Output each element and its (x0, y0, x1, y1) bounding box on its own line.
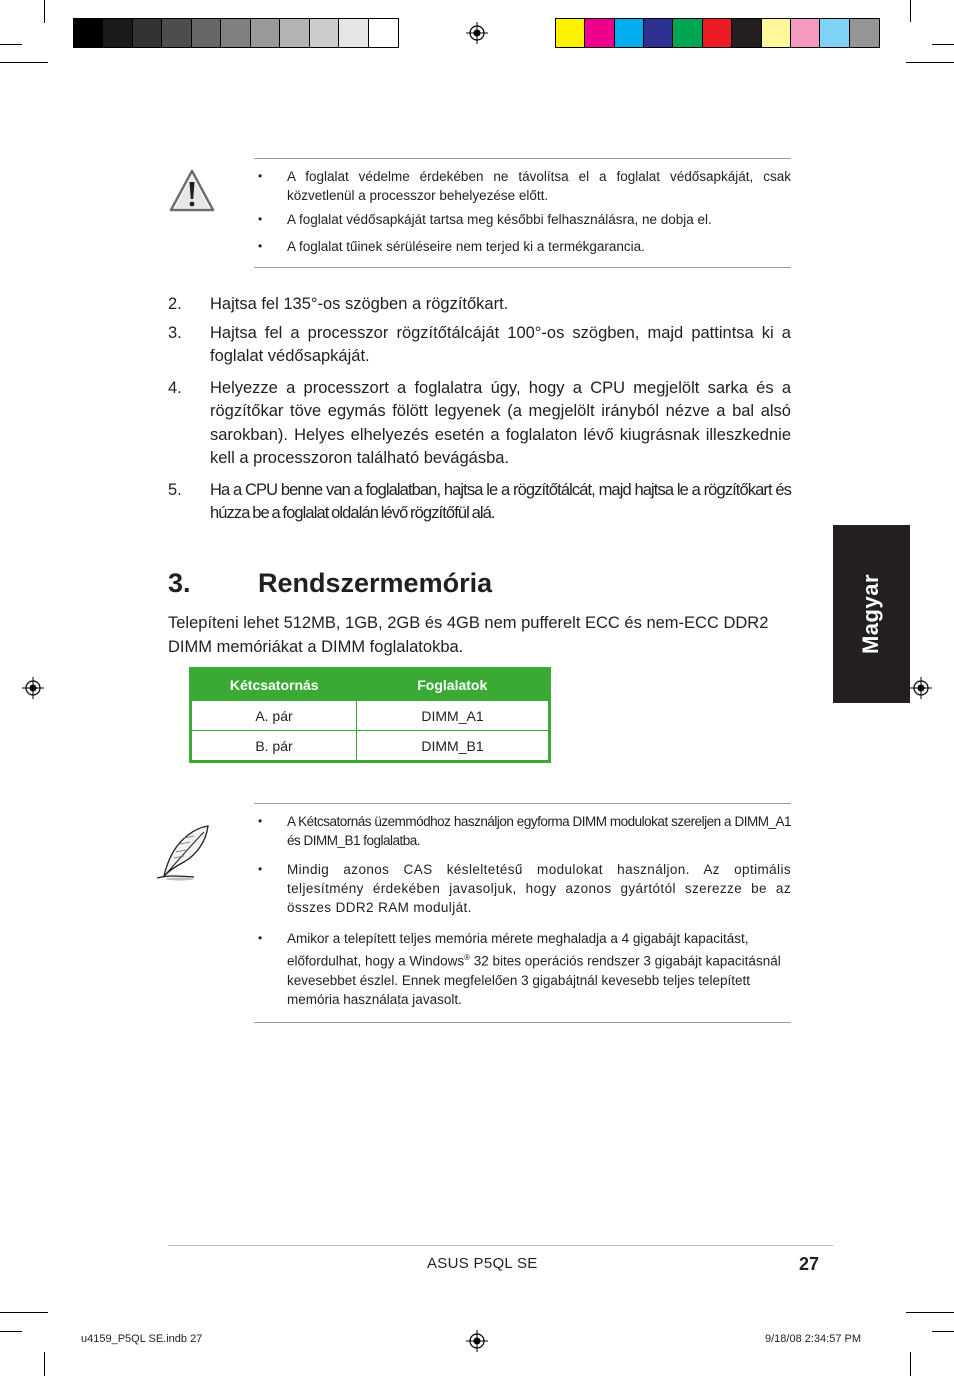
crop-mark (44, 1352, 45, 1376)
color-swatch (556, 19, 585, 47)
registration-mark-icon (466, 1330, 488, 1352)
footer-divider (168, 1245, 833, 1246)
dimm-table (189, 667, 551, 763)
step-text: Ha a CPU benne van a foglalatban, hajtsa le a rögzítőtálcát, majd hajtsa le a rögzítőkart és húzza be a foglalat oldalán lévő rögzítőfül alá. (210, 480, 791, 522)
color-swatch (850, 19, 879, 47)
color-swatch (732, 19, 761, 47)
registration-mark-icon (910, 677, 932, 699)
color-swatch (820, 19, 849, 47)
note-box (254, 803, 791, 1023)
color-swatch (703, 19, 732, 47)
crop-mark (0, 1331, 22, 1332)
color-swatch (615, 19, 644, 47)
crop-mark (932, 1331, 954, 1332)
color-swatch (762, 19, 791, 47)
color-swatch (310, 19, 339, 47)
section-intro: Telepíteni lehet 512MB, 1GB, 2GB és 4GB nem pufferelt ECC és nem-ECC DDR2 DIMM memóriákat a DIMM foglalatokba. (168, 614, 769, 656)
step-text: Hajtsa fel a processzor rögzítőtálcáját 100°-os szögben, majd pattintsa ki a foglalat védősapkáját. (210, 323, 791, 365)
registration-mark-icon (22, 677, 44, 699)
color-swatch (192, 19, 221, 47)
table-row (191, 731, 550, 762)
table-cell: B. pár (191, 731, 357, 762)
step-number: 5. (168, 480, 182, 499)
step-text: Hajtsa fel 135°-os szögben a rögzítőkart. (210, 295, 509, 313)
crop-mark (0, 62, 48, 63)
step-number: 3. (168, 323, 182, 342)
crop-mark (906, 1312, 954, 1313)
crop-mark (910, 0, 911, 22)
language-tab-label: Magyar (858, 573, 884, 655)
crop-mark (910, 1352, 911, 1376)
table-header: Kétcsatornás (191, 669, 357, 701)
color-swatch (162, 19, 191, 47)
color-swatch (339, 19, 368, 47)
caution-box (254, 158, 791, 268)
grayscale-color-bar (73, 18, 399, 48)
color-swatch (133, 19, 162, 47)
crop-mark (44, 0, 45, 22)
crop-mark (44, 22, 45, 23)
color-swatch (791, 19, 820, 47)
footer-model-name: ASUS P5QL SE (427, 1255, 538, 1272)
color-swatch (221, 19, 250, 47)
note-item: • Mindig azonos CAS késleltetésű modulokat használjon. Az optimális teljesítmény érdekében javasoljuk, hogy azonos gyártótól szerezze be az összes DDR2 RAM modulját. (254, 860, 791, 917)
step-number: 2. (168, 295, 182, 313)
table-cell: A. pár (191, 701, 357, 731)
caution-item: • A foglalat védősapkáját tartsa meg későbbi felhasználásra, ne dobja el. (254, 210, 791, 229)
section-heading (168, 568, 492, 599)
slug-file-info: u4159_P5QL SE.indb 27 (81, 1333, 203, 1345)
color-swatch (369, 19, 398, 47)
table-row (191, 701, 550, 731)
note-text: 32 bites operációs rendszer 3 gigabájt kapacitásnál kevesebbet észlel. Ennek megfelelően 3 gigabájtnál kevesebb teljes telepített memória használata javasolt. (287, 953, 781, 1007)
note-item (254, 929, 791, 1009)
warning-triangle-icon (168, 168, 216, 214)
color-swatch (585, 19, 614, 47)
step-item (168, 479, 791, 526)
slug-date-info: 9/18/08 2:34:57 PM (765, 1333, 862, 1345)
step-item (168, 322, 791, 369)
feather-pen-icon (154, 822, 214, 882)
step-number: 4. (168, 378, 182, 397)
step-item (168, 293, 791, 317)
crop-mark (932, 44, 954, 45)
registration-mark-icon (466, 22, 488, 44)
page-number: 27 (799, 1254, 820, 1274)
table-cell: DIMM_B1 (357, 731, 550, 762)
crop-mark (906, 62, 954, 63)
color-swatch (644, 19, 673, 47)
installation-steps (168, 293, 791, 534)
color-swatch (251, 19, 280, 47)
note-text: Amikor a telepített teljes memória mérete meghaladja a 4 gigabájt kapacitást, előfordulhat, hogy a Windows (287, 931, 749, 969)
section-title: Rendszermemória (258, 568, 493, 598)
step-text: Helyezze a processzort a foglalatra úgy, hogy a CPU megjelölt sarka és a rögzítőkar töve egymás fölött legyenek (a megjelölt irányból nézve a bal alsó sarokban). Helyes elhelyezés esetén a foglalaton lévő kiugrásnak illeszkednie kell a processzoron található bevágásba. (210, 378, 791, 467)
table-header-row (191, 669, 550, 701)
crop-mark (0, 1312, 48, 1313)
color-swatch (280, 19, 309, 47)
color-swatch (673, 19, 702, 47)
note-item: • A Kétcsatornás üzemmódhoz használjon egyforma DIMM modulokat szereljen a DIMM_A1 és DIMM_B1 foglalatba. (254, 812, 791, 850)
process-color-bar (555, 18, 880, 48)
color-swatch (103, 19, 132, 47)
table-header: Foglalatok (357, 669, 550, 701)
color-swatch (74, 19, 103, 47)
table-cell: DIMM_A1 (357, 701, 550, 731)
registered-mark: ® (464, 953, 471, 962)
caution-item: • A foglalat tűinek sérüléseire nem terjed ki a termékgarancia. (254, 237, 791, 256)
caution-item: • A foglalat védelme érdekében ne távolítsa el a foglalat védősapkáját, csak közvetlenül a processzor behelyezése előtt. (254, 167, 791, 205)
language-tab (833, 525, 910, 703)
step-item (168, 377, 791, 471)
section-number: 3. (168, 568, 191, 598)
crop-mark (0, 44, 22, 45)
